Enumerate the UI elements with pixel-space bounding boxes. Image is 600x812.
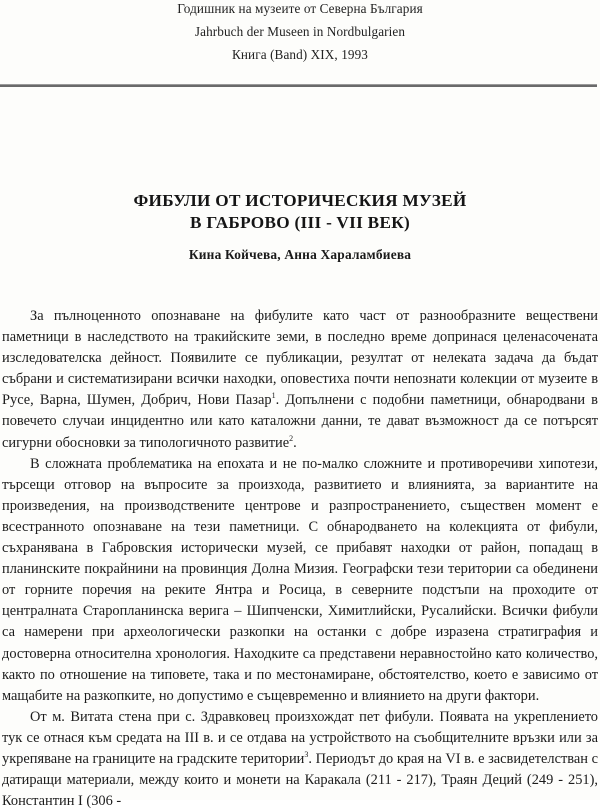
paragraph-1	[2, 306, 598, 454]
paragraph-text: . Периодът до края на VI в. е засвидетелстван с датиращи материали, между които и монети на Каракала (211 - 217), Траян Деций (249 - 251), Константин I (306 -	[2, 750, 598, 810]
header-rule	[0, 84, 597, 87]
paragraph-text: . Допълнени с подобни паметници, обнародвани в повечето случаи инцидентно или като каталожни данни, те дават възможност да се потърсят сигурни обосновки за типологичното развитие	[2, 392, 598, 451]
paragraph-2	[2, 454, 598, 707]
footnote-ref-2[interactable]: 2	[289, 433, 294, 443]
footnote-ref-3[interactable]: 3	[304, 750, 309, 760]
paragraph-text: От м. Витата стена при с. Здравковец произхождат пет фибули. Появата на укреплението тук се отнася към средата на III в. и се отдава на устройството на съобщителните връзки или за укрепяване на границите на градските територии	[2, 708, 598, 767]
running-head	[0, 0, 600, 66]
paragraph-text: В сложната проблематика на епохата и не по-малко сложните и противоречиви хипотези, търсещи отговор на въпросите за произхода, развитието и влиянията, за вариантите на произведения, на производствените центрове и разпространението, съществен момент е всестранното опознаване на тези паметници. С обнародването на колекцията от фибули, съхранявана в Габровския исторически музей, се прибавят находки от район, попадащ в планинските покрайнини на провинция Долна Мизия. Географски тези територии са обединени от горните поречия на реките Янтра и Росица, в северните подстъпи на проходите от централната Старопланинска верига – Шипченски, Химитлийски, Русалийски. Всички фибули са намерени при археологически разкопки на останки с добре изразена стратиграфия и достоверна относителна хронология. Находките са представени неравностойно като количество, както по отношение на типовете, така и по местонамиране, обстоятелство, което е зависимо от мащабите на разкопките, но допустимо е същевременно и влиянието на други фактори.	[2, 455, 598, 704]
paragraph-3	[2, 707, 598, 812]
paragraph-text: .	[293, 434, 297, 451]
journal-title-de: Jahrbuch der Museen in Nordbulgarien	[194, 24, 406, 39]
article-title-line-2: В ГАБРОВО (III - VII ВЕК)	[190, 213, 410, 232]
footnote-ref-1[interactable]: 1	[271, 391, 276, 401]
article-body	[2, 306, 598, 812]
paragraph-text: За пълноценното опознаване на фибулите като част от разнообразните веществени паметници в наследството на тракийските земи, в последно време допринася целенасочената изследователска дейност. Появилите се публикации, резултат от нелеката задача да бъдат събрани и систематизирани всички находки, оповестиха почти непознати колекции от музеите в Русе, Варна, Шумен, Добрич, Нови Пазар	[2, 308, 598, 409]
journal-title-bg: Годишник на музеите от Северна България	[177, 1, 423, 16]
article-heading	[0, 190, 600, 264]
article-title-line-1: ФИБУЛИ ОТ ИСТОРИЧЕСКИЯ МУЗЕЙ	[133, 191, 467, 210]
volume-info: Книга (Band) XIX, 1993	[232, 47, 368, 62]
article-authors: Кина Койчева, Анна Хараламбиева	[188, 247, 412, 262]
